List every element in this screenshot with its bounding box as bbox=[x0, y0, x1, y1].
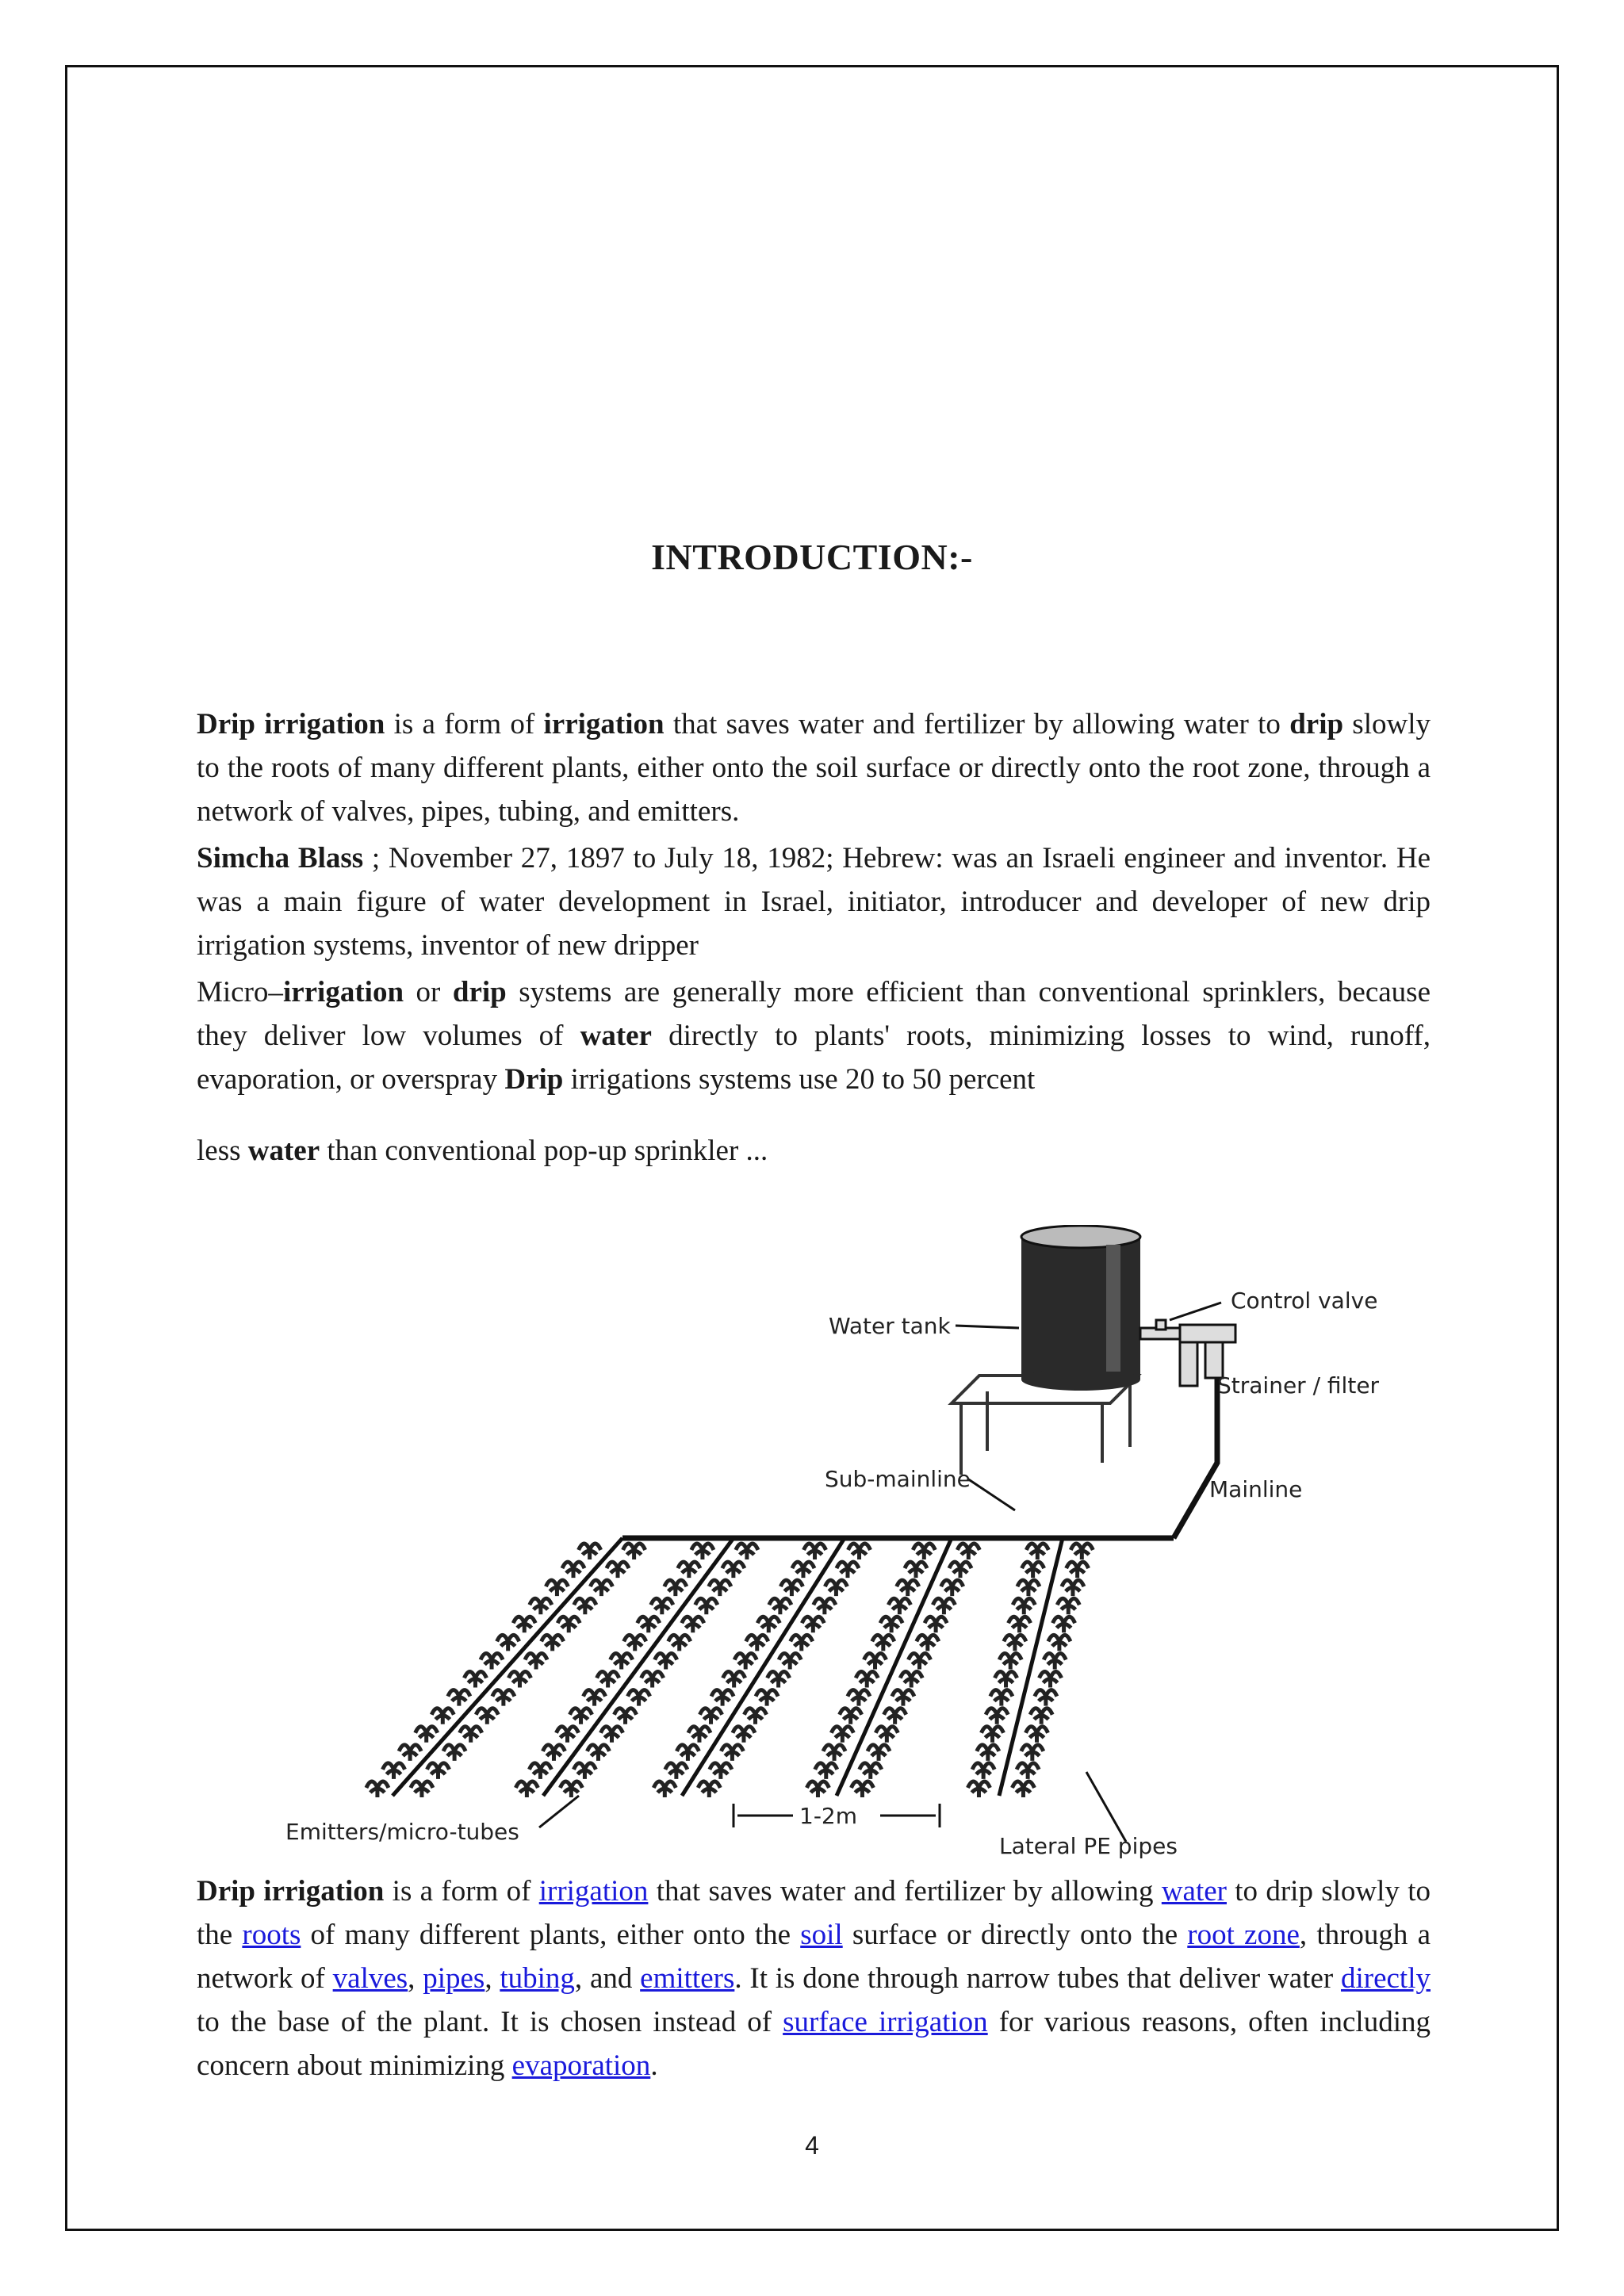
plant-icon bbox=[399, 1745, 421, 1761]
paragraph-micro-irrigation bbox=[197, 970, 1431, 1101]
plant-icon bbox=[840, 1709, 862, 1724]
plant-icon bbox=[792, 1562, 814, 1578]
text-span: slowly to the roots of many different plants, either onto the soil surface or directly onto the root zone, through a network of valves, pipes, tubing, and emitters. bbox=[197, 708, 1431, 828]
plant-icon bbox=[624, 1635, 646, 1651]
text-span: is a form of bbox=[385, 708, 544, 740]
plant-icon bbox=[546, 1580, 568, 1596]
link-soil[interactable]: soil bbox=[800, 1919, 843, 1951]
link-directly[interactable]: directly bbox=[1340, 1962, 1431, 1995]
text-span: than conventional pop-up sprinkler ... bbox=[320, 1135, 768, 1167]
plant-icon bbox=[995, 1672, 1017, 1688]
plant-icon bbox=[431, 1709, 454, 1724]
plant-icon bbox=[814, 1598, 836, 1614]
plant-icon bbox=[982, 1727, 1004, 1743]
text-span: systems are generally more efficient than conventional sprinklers, because they deliver low volumes of bbox=[197, 976, 1431, 1052]
link-water[interactable]: water bbox=[1161, 1875, 1227, 1908]
plant-icon bbox=[905, 1562, 927, 1578]
label-spacing: 1-2m bbox=[799, 1803, 858, 1829]
bold-term: water bbox=[247, 1135, 320, 1167]
plant-icon bbox=[900, 1672, 922, 1688]
plant-icon bbox=[791, 1635, 813, 1651]
plant-icon bbox=[411, 1781, 433, 1797]
plant-icon bbox=[416, 1727, 438, 1743]
text-span: for various reasons, often including concern about minimizing bbox=[197, 2006, 1431, 2082]
plant-icon bbox=[562, 1562, 584, 1578]
plant-icon bbox=[615, 1709, 637, 1724]
text-span: Micro– bbox=[197, 976, 283, 1008]
plant-icon bbox=[655, 1653, 677, 1669]
plant-icon bbox=[768, 1672, 790, 1688]
text-span: irrigations systems use 20 to 50 percent bbox=[563, 1063, 1036, 1096]
plant-icon bbox=[1030, 1709, 1052, 1724]
table bbox=[952, 1376, 1138, 1475]
plant-icon bbox=[700, 1709, 722, 1724]
plant-icon bbox=[804, 1544, 826, 1559]
plant-icon bbox=[825, 1580, 847, 1596]
text-span: or bbox=[404, 976, 453, 1008]
plant-icon bbox=[1017, 1580, 1040, 1596]
plant-icon bbox=[638, 1617, 660, 1632]
label-water-tank: Water tank bbox=[829, 1313, 951, 1339]
plant-icon bbox=[1026, 1544, 1048, 1559]
plant-icon bbox=[802, 1617, 824, 1632]
plant-icon bbox=[990, 1690, 1013, 1706]
plant-icon bbox=[587, 1745, 609, 1761]
plant-icon bbox=[1009, 1617, 1031, 1632]
text-span: to the base of the plant. It is chosen instead of bbox=[197, 2006, 783, 2038]
plant-icon bbox=[557, 1617, 580, 1632]
plant-icon bbox=[1040, 1672, 1062, 1688]
plant-icon bbox=[653, 1781, 676, 1797]
plant-icon bbox=[721, 1745, 743, 1761]
drip-irrigation-diagram bbox=[270, 1225, 1411, 1875]
plant-icon bbox=[736, 1544, 758, 1559]
plant-icon bbox=[734, 1653, 756, 1669]
plant-icon bbox=[1053, 1617, 1075, 1632]
plant-icon bbox=[688, 1727, 710, 1743]
plant-icon bbox=[722, 1562, 745, 1578]
plant-icon bbox=[611, 1653, 633, 1669]
plant-icon bbox=[584, 1690, 606, 1706]
plant-icon bbox=[746, 1635, 768, 1651]
plant-icon bbox=[383, 1763, 405, 1779]
plant-icon bbox=[476, 1709, 498, 1724]
plant-icon bbox=[676, 1745, 699, 1761]
plant-icon bbox=[542, 1745, 565, 1761]
label-strainer-filter: Strainer / filter bbox=[1217, 1372, 1380, 1399]
paragraph-simcha-blass bbox=[197, 836, 1431, 967]
plant-icon bbox=[597, 1672, 619, 1688]
plant-icon bbox=[1012, 1781, 1034, 1797]
plant-icon bbox=[925, 1617, 947, 1632]
link-root-zone[interactable]: root zone bbox=[1187, 1919, 1300, 1951]
text-span: , bbox=[408, 1962, 423, 1995]
plant-icon bbox=[917, 1635, 939, 1651]
plant-icon bbox=[443, 1745, 465, 1761]
bold-term: irrigation bbox=[282, 976, 404, 1008]
plant-icon bbox=[574, 1598, 596, 1614]
plant-icon bbox=[481, 1653, 503, 1669]
paragraph-drip-definition-linked bbox=[197, 1869, 1431, 2087]
plant-icon bbox=[570, 1709, 592, 1724]
plant-icon bbox=[665, 1580, 687, 1596]
plant-icon bbox=[1017, 1763, 1039, 1779]
link-evaporation[interactable]: evaporation bbox=[511, 2049, 651, 2082]
plant-icon bbox=[769, 1598, 791, 1614]
bold-term: drip bbox=[452, 976, 507, 1008]
plant-icon bbox=[856, 1672, 878, 1688]
plant-icon bbox=[1057, 1598, 1079, 1614]
plant-icon bbox=[972, 1763, 994, 1779]
plant-icon bbox=[1013, 1598, 1035, 1614]
text-span: ; November 27, 1897 to July 18, 1982; Hebrew: was an Israeli engineer and inventor. He was a main figure of water development in Israel, initiator, introducer and developer of new drip irrigation systems, inventor of new dripper bbox=[197, 842, 1431, 962]
plant-icon bbox=[1062, 1580, 1084, 1596]
plant-icon bbox=[497, 1635, 519, 1651]
link-pipes[interactable]: pipes bbox=[423, 1962, 485, 1995]
label-sub-mainline: Sub-mainline bbox=[825, 1466, 971, 1492]
text-span: to drip slowly to the bbox=[197, 1875, 1431, 1951]
plant-icon bbox=[848, 1690, 870, 1706]
plant-icon bbox=[513, 1617, 535, 1632]
plant-icon bbox=[1004, 1635, 1026, 1651]
plant-icon bbox=[967, 1781, 990, 1797]
plant-icon bbox=[366, 1781, 389, 1797]
text-span: . bbox=[650, 2049, 658, 2082]
plant-icon bbox=[941, 1580, 963, 1596]
plant-icon bbox=[880, 1617, 902, 1632]
plant-icon bbox=[642, 1672, 664, 1688]
bold-term: drip bbox=[1289, 708, 1344, 740]
plant-icon bbox=[711, 1690, 733, 1706]
plant-icon bbox=[823, 1745, 845, 1761]
plant-icon bbox=[448, 1690, 470, 1706]
link-surface-irrigation[interactable]: surface irrigation bbox=[783, 2006, 988, 2038]
plant-icon bbox=[1035, 1690, 1057, 1706]
plant-icon bbox=[529, 1763, 551, 1779]
plant-icon bbox=[691, 1544, 714, 1559]
plant-icon bbox=[557, 1727, 579, 1743]
label-lateral-pipes: Lateral PE pipes bbox=[999, 1833, 1178, 1859]
plant-icon bbox=[999, 1653, 1021, 1669]
link-valves[interactable]: valves bbox=[332, 1962, 408, 1995]
label-control-valve: Control valve bbox=[1231, 1288, 1378, 1314]
plant-icon bbox=[508, 1672, 530, 1688]
plant-icon bbox=[1048, 1635, 1071, 1651]
plant-icon bbox=[831, 1727, 853, 1743]
plant-icon bbox=[806, 1781, 829, 1797]
plant-icon bbox=[601, 1727, 623, 1743]
plant-icon bbox=[875, 1727, 898, 1743]
plant-icon bbox=[579, 1544, 601, 1559]
plant-icon bbox=[492, 1690, 515, 1706]
plant-icon bbox=[913, 1544, 935, 1559]
text-span: , and bbox=[574, 1962, 641, 1995]
plant-icon bbox=[957, 1544, 979, 1559]
bold-term: Drip irrigation bbox=[197, 1875, 385, 1908]
plant-icon bbox=[1044, 1653, 1066, 1669]
paragraph-drip-definition bbox=[197, 702, 1431, 833]
text-span: less bbox=[197, 1135, 248, 1167]
text-span: is a form of bbox=[384, 1875, 539, 1908]
water-tank bbox=[1021, 1226, 1140, 1391]
label-emitters: Emitters/micro-tubes bbox=[285, 1819, 519, 1845]
plant-icon bbox=[427, 1763, 450, 1779]
plant-icon bbox=[949, 1562, 971, 1578]
text-span: directly to plants' roots, minimizing losses to wind, runoff, evaporation, or overspray bbox=[197, 1020, 1431, 1096]
plant-icon bbox=[607, 1562, 629, 1578]
text-span: , bbox=[485, 1962, 500, 1995]
plant-icon bbox=[682, 1617, 704, 1632]
plant-field bbox=[366, 1544, 1093, 1797]
plant-icon bbox=[977, 1745, 999, 1761]
text-span: that saves water and fertilizer by allowing bbox=[648, 1875, 1162, 1908]
plant-icon bbox=[668, 1635, 691, 1651]
plant-icon bbox=[560, 1781, 582, 1797]
plant-icon bbox=[464, 1672, 486, 1688]
plant-icon bbox=[780, 1580, 802, 1596]
plant-icon bbox=[525, 1653, 547, 1669]
plant-icon bbox=[848, 1544, 871, 1559]
plant-icon bbox=[1071, 1544, 1093, 1559]
bold-term: water bbox=[580, 1020, 652, 1052]
plant-icon bbox=[665, 1763, 688, 1779]
plant-icon bbox=[757, 1617, 779, 1632]
label-mainline: Mainline bbox=[1209, 1476, 1303, 1502]
plant-icon bbox=[986, 1709, 1008, 1724]
plant-icon bbox=[1067, 1562, 1089, 1578]
plant-icon bbox=[628, 1690, 650, 1706]
plant-icon bbox=[756, 1690, 778, 1706]
plant-icon bbox=[933, 1598, 955, 1614]
link-roots[interactable]: roots bbox=[242, 1919, 301, 1951]
plant-icon bbox=[723, 1672, 745, 1688]
plant-icon bbox=[1021, 1745, 1044, 1761]
plant-icon bbox=[695, 1598, 718, 1614]
plant-icon bbox=[868, 1745, 890, 1761]
plant-icon bbox=[573, 1763, 596, 1779]
plant-icon bbox=[1022, 1562, 1044, 1578]
plant-icon bbox=[815, 1763, 837, 1779]
plant-icon bbox=[851, 1781, 873, 1797]
plant-icon bbox=[884, 1709, 906, 1724]
plant-icon bbox=[590, 1580, 612, 1596]
plant-icon bbox=[698, 1781, 720, 1797]
text-span: . It is done through narrow tubes that deliver water bbox=[734, 1962, 1341, 1995]
bold-term: Drip bbox=[504, 1063, 564, 1096]
bold-term: Simcha Blass bbox=[197, 842, 364, 874]
plant-icon bbox=[542, 1635, 564, 1651]
text-span: of many different plants, either onto the bbox=[301, 1919, 801, 1951]
paragraph-micro-irrigation-cont bbox=[197, 1129, 1431, 1173]
plant-icon bbox=[733, 1727, 755, 1743]
text-span: , through a network of bbox=[197, 1919, 1431, 1995]
plant-icon bbox=[909, 1653, 931, 1669]
plant-icon bbox=[779, 1653, 801, 1669]
plant-icon bbox=[837, 1562, 859, 1578]
bold-term: Drip irrigation bbox=[197, 708, 385, 740]
plant-icon bbox=[864, 1653, 887, 1669]
text-span: surface or directly onto the bbox=[842, 1919, 1188, 1951]
plant-icon bbox=[860, 1763, 882, 1779]
plant-icon bbox=[460, 1727, 482, 1743]
plant-icon bbox=[710, 1763, 732, 1779]
plant-icon bbox=[515, 1781, 538, 1797]
link-irrigation[interactable]: irrigation bbox=[538, 1875, 649, 1908]
page-number: 4 bbox=[805, 2131, 819, 2160]
plant-icon bbox=[709, 1580, 731, 1596]
plant-icon bbox=[1026, 1727, 1048, 1743]
plant-icon bbox=[651, 1598, 673, 1614]
link-emitters[interactable]: emitters bbox=[640, 1962, 735, 1995]
plant-icon bbox=[745, 1709, 767, 1724]
plant-icon bbox=[678, 1562, 700, 1578]
plant-icon bbox=[897, 1580, 919, 1596]
bold-term: irrigation bbox=[543, 708, 665, 740]
plant-icon bbox=[623, 1544, 645, 1559]
plant-icon bbox=[892, 1690, 914, 1706]
plant-icon bbox=[872, 1635, 894, 1651]
plant-icon bbox=[530, 1598, 552, 1614]
link-tubing[interactable]: tubing bbox=[500, 1962, 575, 1995]
text-span: that saves water and fertilizer by allowing water to bbox=[664, 708, 1290, 740]
plant-icon bbox=[888, 1598, 910, 1614]
page-title: INTRODUCTION:- bbox=[651, 537, 973, 577]
